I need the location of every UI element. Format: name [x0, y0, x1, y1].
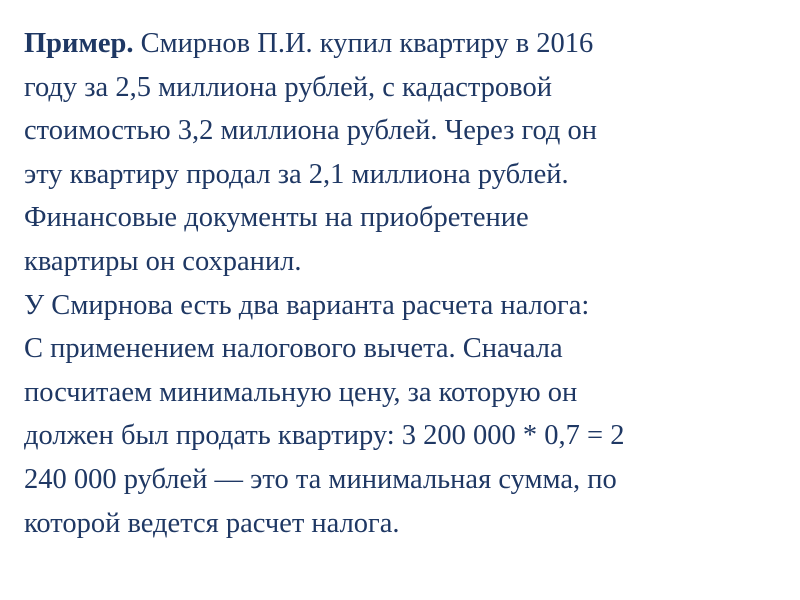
text-line-3: стоимостью 3,2 миллиона рублей. Через год он	[24, 115, 598, 147]
text-line-6: квартиры он сохранил.	[24, 245, 302, 277]
text-line-5: Финансовые документы на приобретение	[24, 202, 529, 234]
text-line-4: эту квартиру продал за 2,1 миллиона рублей.	[24, 158, 569, 190]
text-line-7: У Смирнова есть два варианта расчета налога:	[24, 289, 590, 321]
text-line-1	[24, 22, 784, 66]
text-line-11: 240 000 рублей — это та минимальная сумма, по	[24, 463, 617, 495]
text-line-2: году за 2,5 миллиона рублей, с кадастровой	[24, 71, 552, 103]
example-label: Пример.	[24, 28, 134, 59]
text-line-10: должен был продать квартиру: 3 200 000 * 0,7 = 2	[24, 420, 625, 452]
text-line-9: посчитаем минимальную цену, за которую он	[24, 376, 578, 408]
example-text	[24, 22, 784, 545]
text-line-8: С применением налогового вычета. Сначала	[24, 333, 563, 365]
text-line-12: которой ведется расчет налога.	[24, 507, 400, 539]
text-line-1-rest: Смирнов П.И. купил квартиру в 2016	[133, 28, 594, 59]
